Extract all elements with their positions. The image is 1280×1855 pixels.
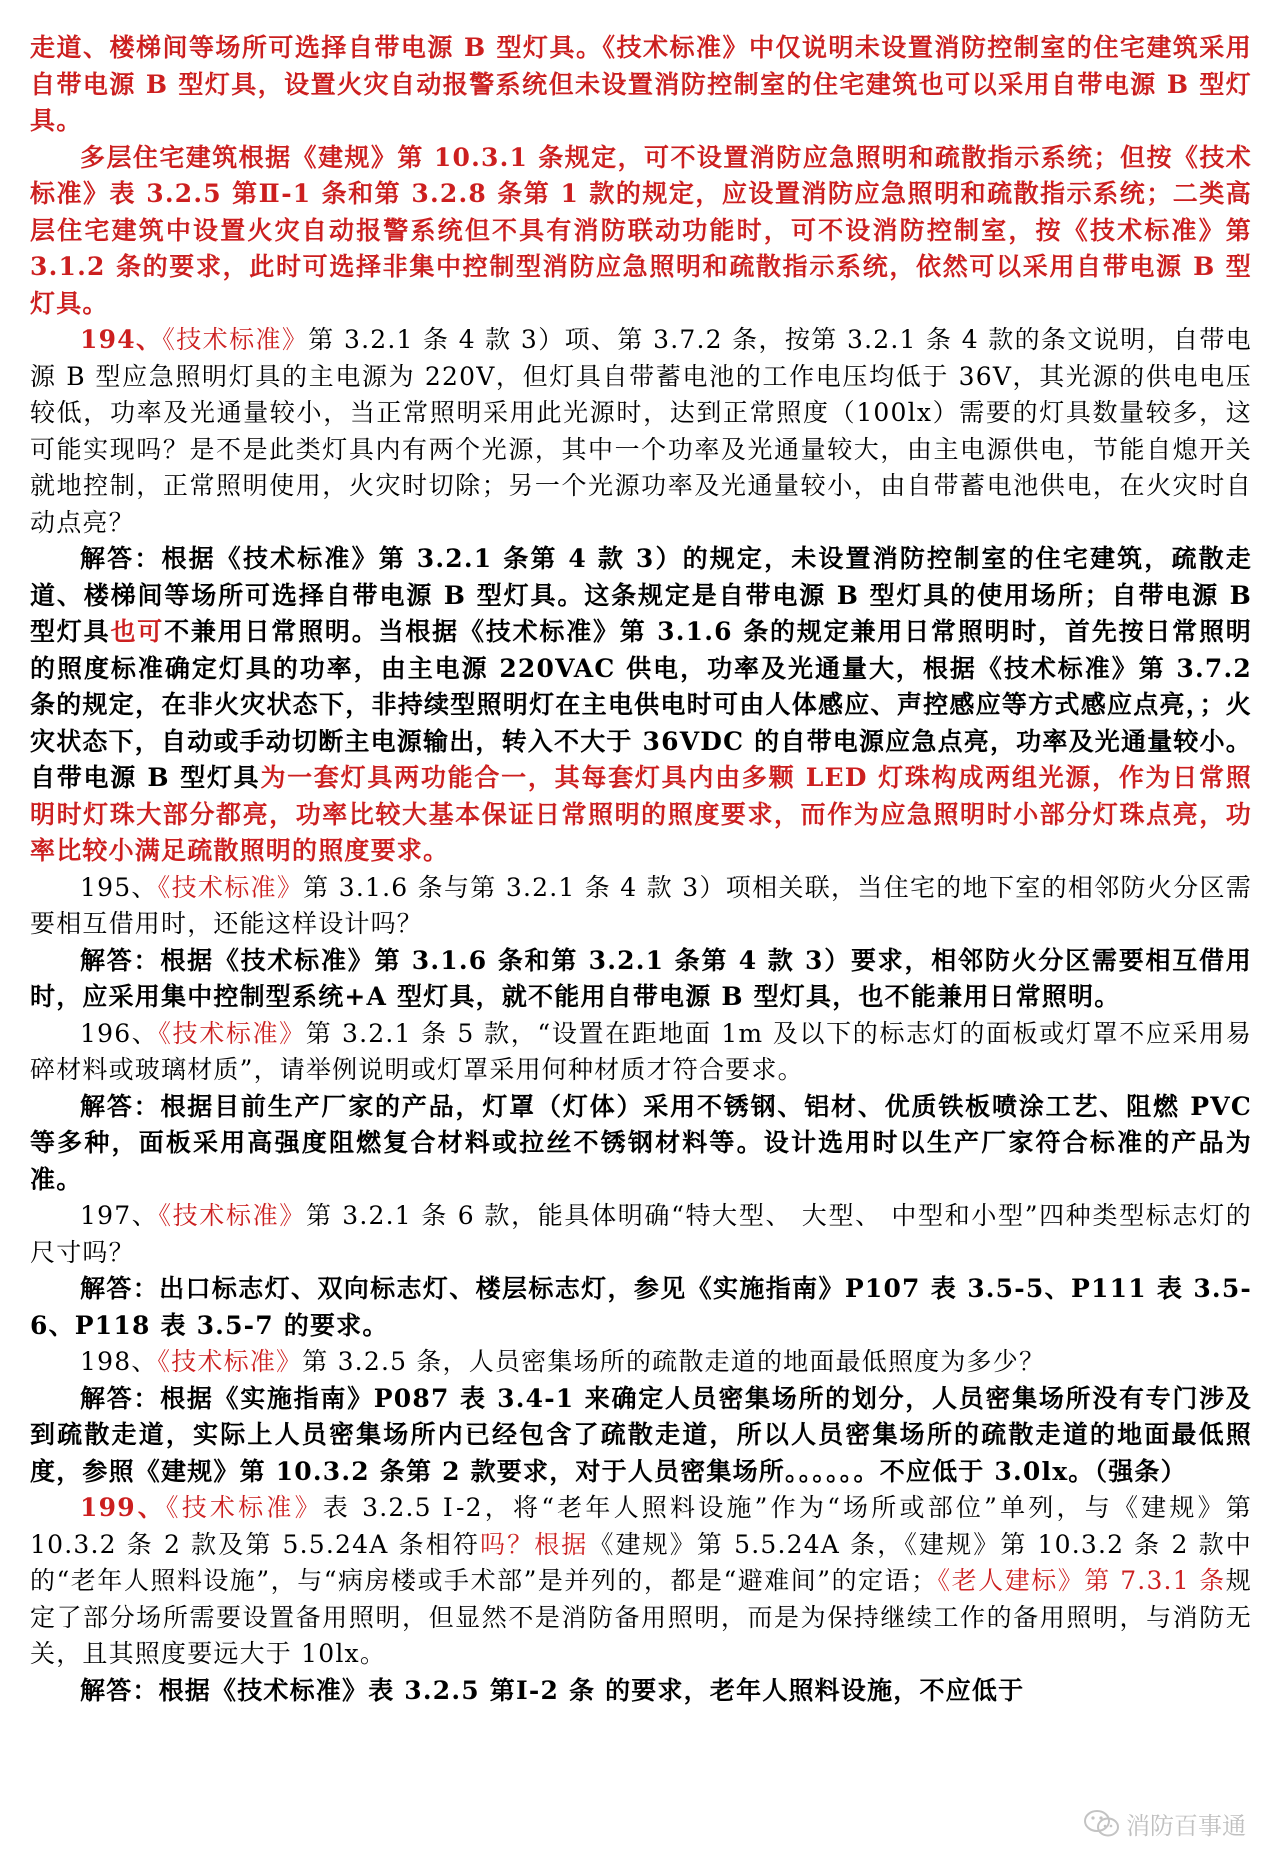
text-run: 《技术标准》 xyxy=(157,1347,303,1376)
text-run: 解答：根据《技术标准》第 3.2.1 条第 4 款 3）的规定，未设置消防控制室的住宅建筑，疏散走道、楼梯间等场所可选择自带电源 B 型灯具。这条规定是自带电源 B 型灯具的使用场所；自带电源 B 型灯具 xyxy=(30,544,1252,646)
paragraph xyxy=(30,1344,1252,1381)
paragraph xyxy=(30,943,1252,1016)
paragraph xyxy=(30,322,1252,541)
text-run: 解答：出口标志灯、双向标志灯、楼层标志灯，参见《实施指南》P107 表 3.5-5、P111 表 3.5-6、P118 表 3.5-7 的要求。 xyxy=(30,1274,1252,1340)
paragraph xyxy=(30,30,1252,140)
text-run: 《老人建标》第 7.3.1 条 xyxy=(937,1566,1226,1595)
text-run: 解答：根据《技术标准》第 3.1.6 条和第 3.2.1 条第 4 款 3）要求，相邻防火分区需要相互借用时，应采用集中控制型系统+A 型灯具，就不能用自带电源 B 型灯具，也不能兼用日常照明。 xyxy=(30,945,1252,1011)
text-run: 多层住宅建筑根据《建规》第 10.3.1 条规定，可不设置消防应急照明和疏散指示系统；但按《技术标准》表 3.2.5 第Ⅱ-1 条和第 3.2.8 条第 1 款的规定，应设置消防应急照明和疏散指示系统；二类高层住宅建筑中设置火灾自动报警系统但不具有消防联动功能时，可不设消防控制室，按《技术标准》第 3.1.2 条的要求，此时可选择非集中控制型消防应急照明和疏散指示系统，依然可以采用自带电源 B 型灯具。 xyxy=(30,142,1252,318)
text-run: 第 3.2.1 条 6 款，能具体明确“特大型、 大型、 中型和小型”四种类型标志灯的尺寸吗？ xyxy=(30,1201,1252,1267)
text-run: 197、 xyxy=(80,1201,159,1230)
paragraph xyxy=(30,1089,1252,1199)
text-run: 195、 xyxy=(80,872,158,902)
paragraph xyxy=(30,1198,1252,1271)
text-run: 第 3.2.1 条 5 款，“设置在距地面 1m 及以下的标志灯的面板或灯罩不应采用易碎材料或玻璃材质”，请举例说明或灯罩采用何种材质才符合要求。 xyxy=(30,1018,1252,1084)
paragraph xyxy=(30,1673,1252,1710)
text-run: 为一套灯具两功能合一，其每套灯具内由多颗 LED 灯珠构成两组光源，作为日常照明时灯珠大部分都亮，功率比较大基本保证日常照明的照度要求，而作为应急照明时小部分灯珠点亮，功率比较小满足疏散照明的照度要求。 xyxy=(30,763,1252,865)
text-run: 走道、楼梯间等场所可选择自带电源 B 型灯具。《技术标准》中仅说明未设置消防控制室的住宅建筑采用自带电源 B 型灯具，设置火灾自动报警系统但未设置消防控制室的住宅建筑也可以采用自带电源 B 型灯具。 xyxy=(30,33,1252,135)
paragraph xyxy=(30,140,1252,323)
text-run: 也可 xyxy=(110,617,165,646)
text-run: 《技术标准》 xyxy=(162,325,309,354)
watermark xyxy=(1084,1806,1246,1841)
text-run: 第 3.2.1 条 4 款 3）项、第 3.7.2 条，按第 3.2.1 条 4 款的条文说明，自带电源 B 型应急照明灯具的主电源为 220V，但灯具自带蓄电池的工作电压均低于 36V，其光源的供电电压较低，功率及光通量较小，当正常照明采用此光源时，达到正常照度（100lx）需要的灯具数量较多，这可能实现吗？是不是此类灯具内有两个光源，其中一个功率及光通量较大，由主电源供电，节能自熄开关就地控制，正常照明使用，火灾时切除；另一个光源功率及光通量较小，由自带蓄电池供电，在火灾时自动点亮？ xyxy=(30,325,1252,537)
text-run: 199、 xyxy=(80,1493,167,1522)
text-run: 196、 xyxy=(80,1018,159,1048)
paragraph xyxy=(30,541,1252,870)
text-run: 《建规》第 5.5.24A 条，《建规》第 10.3.2 条 2 款中的“老年人照料设施”，与“病房楼或手术部”是并列的，都是“避难间”的定语； xyxy=(30,1529,1252,1595)
text-run: 解答：根据《实施指南》P087 表 3.4-1 来确定人员密集场所的划分，人员密集场所没有专门涉及到疏散走道，实际上人员密集场所内已经包含了疏散走道，所以人员密集场所的疏散走道的地面最低照度，参照《建规》第 10.3.2 条第 2 款要求，对于人员密集场所。。。。。。不应低于 3.0lx。（强条） xyxy=(30,1383,1252,1486)
watermark-text: 消防百事通 xyxy=(1126,1812,1246,1840)
text-run: 194、 xyxy=(80,325,163,354)
text-run: 《技术标准》 xyxy=(157,872,304,902)
paragraph xyxy=(30,1271,1252,1344)
paragraph xyxy=(30,870,1252,943)
paragraph xyxy=(30,1016,1252,1089)
text-run: 《技术标准》 xyxy=(158,1018,306,1048)
text-run: 198、 xyxy=(80,1347,158,1376)
paragraph xyxy=(30,1381,1252,1491)
text-run: 吗？根据 xyxy=(479,1529,589,1559)
text-run: 第 3.1.6 条与第 3.2.1 条 4 款 3）项相关联，当住宅的地下室的相邻防火分区需要相互借用时，还能这样设计吗？ xyxy=(30,872,1252,938)
text-run: 表 3.2.5 Ⅰ-2，将“老年人照料设施”作为“场所或部位”单列，与《建规》第 10.3.2 条 2 款及第 5.5.24A 条相符 xyxy=(30,1493,1252,1559)
text-run: 《技术标准》 xyxy=(158,1201,306,1230)
text-run: 第 3.2.5 条，人员密集场所的疏散走道的地面最低照度为多少？ xyxy=(302,1347,1046,1376)
wechat-icon xyxy=(1084,1809,1120,1839)
text-run: 不兼用日常照明。当根据《技术标准》第 3.1.6 条的规定兼用日常照明时，首先按日常照明的照度标准确定灯具的功率，由主电源 220VAC 供电，功率及光通量大，根据《技术标准》第 3.7.2 条的规定，在非火灾状态下，非持续型照明灯在主电供电时可由人体感应、声控感应等方式感应点亮，；火灾状态下，自动或手动切断主电源输出，转入不大于 36VDC 的自带电源应急点亮，功率及光通量较小。自带电源 B 型灯具 xyxy=(30,617,1252,792)
document-page xyxy=(30,30,1252,1709)
text-run: 解答：根据《技术标准》表 3.2.5 第Ⅰ-2 条 的要求，老年人照料设施，不应低于 xyxy=(80,1675,1025,1705)
text-run: 解答：根据目前生产厂家的产品，灯罩（灯体）采用不锈钢、铝材、优质铁板喷涂工艺、阻燃 PVC 等多种，面板采用高强度阻燃复合材料或拉丝不锈钢材料等。设计选用时以生产厂家符合标准的产品为准。 xyxy=(30,1091,1252,1194)
text-run: 规定了部分场所需要设置备用照明，但显然不是消防备用照明，而是为保持继续工作的备用照明，与消防无关，且其照度要远大于 10lx。 xyxy=(30,1566,1252,1668)
text-run: 《技术标准》 xyxy=(166,1493,323,1522)
paragraph xyxy=(30,1490,1252,1673)
